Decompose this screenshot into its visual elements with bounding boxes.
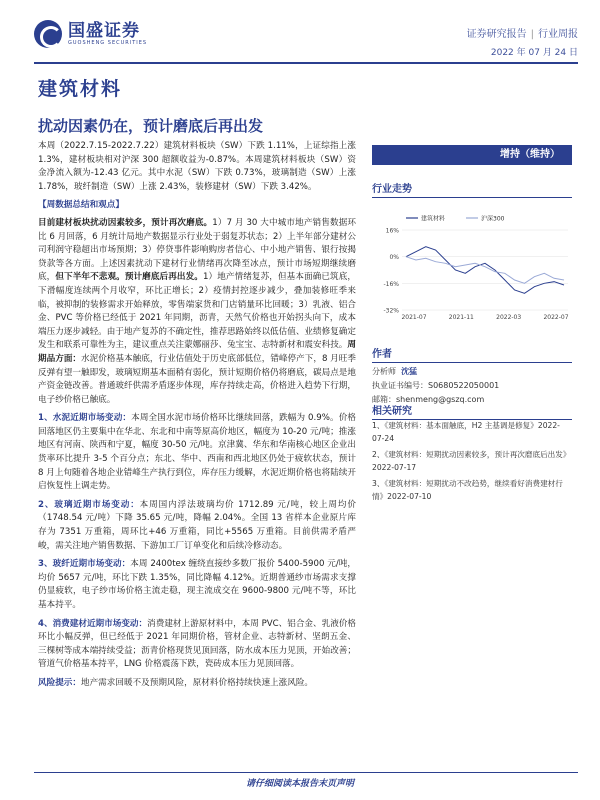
analyst-name: 沈猛 [401, 367, 418, 376]
y-tick-label: -16% [383, 280, 399, 288]
cert-label: 执业证书编号： [372, 381, 428, 390]
related-item[interactable]: 2、《建筑材料：短期扰动因素较多，预计再次磨底后出发》2022-07-17 [372, 450, 571, 472]
intro-paragraph: 本周（2022.7.15-2022.7.22）建筑材料板块（SW）下跌 1.11%，上证综指上涨 1.3%，建材板块相对沪深 300 超额收益为-0.87%。本周建筑材料板块（SW）资金净流入额为-12.43 亿元。其中水泥（SW）下跌 0.73%，玻璃制造（SW）上涨 1.78%，玻纤制造（SW）上涨 2.43%，装修建材（SW）下跌 3.42%。 [38, 141, 356, 192]
glass-paragraph [38, 499, 356, 553]
related-item[interactable]: 1、《建筑材料：基本面触底，H2 主基调是修复》2022-07-24 [372, 421, 560, 443]
x-tick-label: 2021-07 [401, 314, 427, 321]
y-tick-label: 16% [385, 227, 399, 235]
related-research-heading: 相关研究 [372, 402, 572, 420]
core-view-body2: 1）地产情绪复苏，但基本面确已筑底，下滑幅度连续两个月收窄，环比正增长；2）疫情封控逐步减少，叠加装修旺季来临，被抑制的装修需求开始释放，零售端家货和门店销量环比回暖；3）乳液、铝合金、PVC 等价格已经低于 2021 年同期，沥青，天然气价格也开始拐头向下，成本端压力逐步减轻。由于地产复苏的不确定性，推荐思路始终以低估值、业绩修复确定发生和联系可靠性为主，建议重点关注蒙娜丽莎、兔宝宝、志特新材和震安科技。 [38, 272, 356, 351]
risk-body: 地产需求回暖不及预期风险，原材料价格持续快速上涨风险。 [80, 677, 314, 688]
rating-badge: 增持（维持） [372, 145, 572, 165]
report-meta: 证券研究报告 | 行业周报 [466, 29, 578, 40]
page-footer: 请仔细阅读本报告末页声明 [245, 779, 354, 789]
page-header [0, 0, 600, 70]
consumer-materials-paragraph [38, 618, 356, 672]
brand-name-cn: 国盛证券 [68, 21, 140, 41]
risk-heading: 风险提示： [38, 677, 81, 688]
section-title: 建筑材料 [38, 78, 123, 100]
analyst-email[interactable]: shenmeng@gszq.com [396, 395, 485, 404]
core-view-heading: 【周数据总结和观点】 [38, 200, 124, 211]
logo-icon [34, 20, 62, 48]
y-tick-label: -32% [383, 307, 399, 315]
footer-divider [34, 772, 578, 773]
glass-body: 本周国内浮法玻璃均价 1712.89 元/吨，较上周均价（1748.54 元/吨）下降 35.65 元/吨，降幅 2.04%。全国 13 省样本企业原片库存为 7351 万重箱，周环比+46 万重箱，同比+5565 万重箱。目前供需矛盾严峻，需关注地产销售数据、下游加工厂订单变化和后续冷修动态。 [38, 499, 356, 551]
y-tick-label: 0% [389, 254, 399, 262]
glass-heading: 2、玻璃近期市场变动： [38, 499, 140, 510]
core-view-body3: 水泥价格基本触底，行业估值处于历史底部低位，错峰停产下，8 月旺季反弹有望一触即发，玻璃短期基本面稍有弱化，预计短期价格仍将磨底，碳局点是地产资金链改善。普通玻纤供需矛盾逐步体现，库存持续走高，价格进入趋势下行期，电子纱价格已触底。 [38, 353, 356, 405]
fiberglass-heading: 3、玻纤近期市场变动： [38, 559, 131, 570]
x-tick-label: 2022-07 [543, 314, 569, 321]
fiberglass-paragraph [38, 558, 356, 612]
consumer-materials-heading: 4、消费建材近期市场变动： [38, 618, 148, 629]
cert-number: S0680522050001 [428, 381, 500, 390]
main-body [38, 140, 356, 696]
core-view-body: 1）7 月 30 大中城市地产销售数据环比 6 月回落，6 月统计局地产数据显示行业处于弱复苏状态；2）上半年部分建材公司利润守稳超出市场预期；3）停贷事件影响购房者信心、中小地产销售、银行按揭贷款等各方面。上述因素扰动下建材行业情绪再次降至冰点，预计市场短期继续磨底， [38, 217, 356, 283]
cement-body: 本周全国水泥市场价格环比继续回落，跌幅为 0.9%。价格回落地区仍主要集中在华北、东北和中南等原高价地区，幅度为 10-20 元/吨；推涨地区有河南、陕西和宁夏，幅度 30-50 元/吨。京津冀、华东和华南核心地区企业出货率环比提升 3-5 个百分点；东北、华中、西南和西北地区仍处于疲软状态，预计 8 月上旬随着各地企业错峰生产执行到位，库存压力缓解，水泥近期价格也将陆续开启恢复性上调走势。 [38, 413, 356, 492]
legend-label: 沪深300 [481, 215, 505, 223]
page-headline: 扰动因素仍在，预计磨底后再出发 [38, 117, 264, 135]
brand-logo [34, 20, 147, 48]
report-category: 行业周报 [538, 29, 578, 40]
report-date: 2022 年 07 月 24 日 [490, 48, 578, 58]
analyst-heading: 作者 [372, 345, 572, 363]
trend-heading: 行业走势 [372, 180, 572, 198]
consumer-materials-body: 消费建材上游原材料中，本周 PVC、铝合金、乳液价格环比小幅反弹，但已经低于 2021 年同期价格，管材企业、志特新材、坚朗五金、三棵树等成本端持续受益；沥青价格现货见顶回落，防水成本压力见顶，开始改善；管道气价格基本持平，LNG 价格震荡下跌，瓷砖成本压力见顶回落。 [38, 618, 357, 670]
analyst-contact [372, 365, 572, 407]
brand-name-en: GUOSHENG SECURITIES [68, 40, 148, 46]
header-divider [34, 62, 578, 64]
core-view-head2: 周期品方面： [38, 340, 356, 364]
series-line [406, 257, 564, 284]
series-line [406, 247, 564, 294]
legend-label: 建筑材料 [421, 215, 446, 223]
industry-trend-chart [372, 210, 572, 330]
email-label: 邮箱： [372, 395, 396, 404]
fiberglass-body: 本周 2400tex 缠绕直接纱多数厂报价 5400-5900 元/吨，均价 5657 元/吨，环比下跌 1.35%，同比降幅 4.12%。近期普通纱市场需求支撑仍显疲软，电子纱市场价格主流走稳，现主流成交在 9600-9800 元/吨不等，环比基本持平。 [38, 559, 356, 610]
related-research-list [372, 420, 572, 507]
x-tick-label: 2022-03 [496, 314, 522, 321]
core-view-tail: 但下半年不悲观。预计磨底后再出发。 [55, 272, 203, 283]
core-view-lead: 目前建材板块扰动因素较多，预计再次磨底。 [38, 217, 213, 228]
risk-paragraph [38, 677, 356, 691]
related-item[interactable]: 3、《建筑材料：短期扰动不改趋势，继续看好消费建材行情》2022-07-10 [372, 479, 563, 501]
analyst-label: 分析师 [372, 367, 396, 376]
cement-heading: 1、水泥近期市场变动： [38, 413, 132, 424]
report-type: 证券研究报告 [466, 29, 527, 40]
cement-paragraph [38, 412, 356, 494]
core-view-paragraph [38, 217, 356, 407]
x-tick-label: 2021-11 [448, 314, 474, 321]
